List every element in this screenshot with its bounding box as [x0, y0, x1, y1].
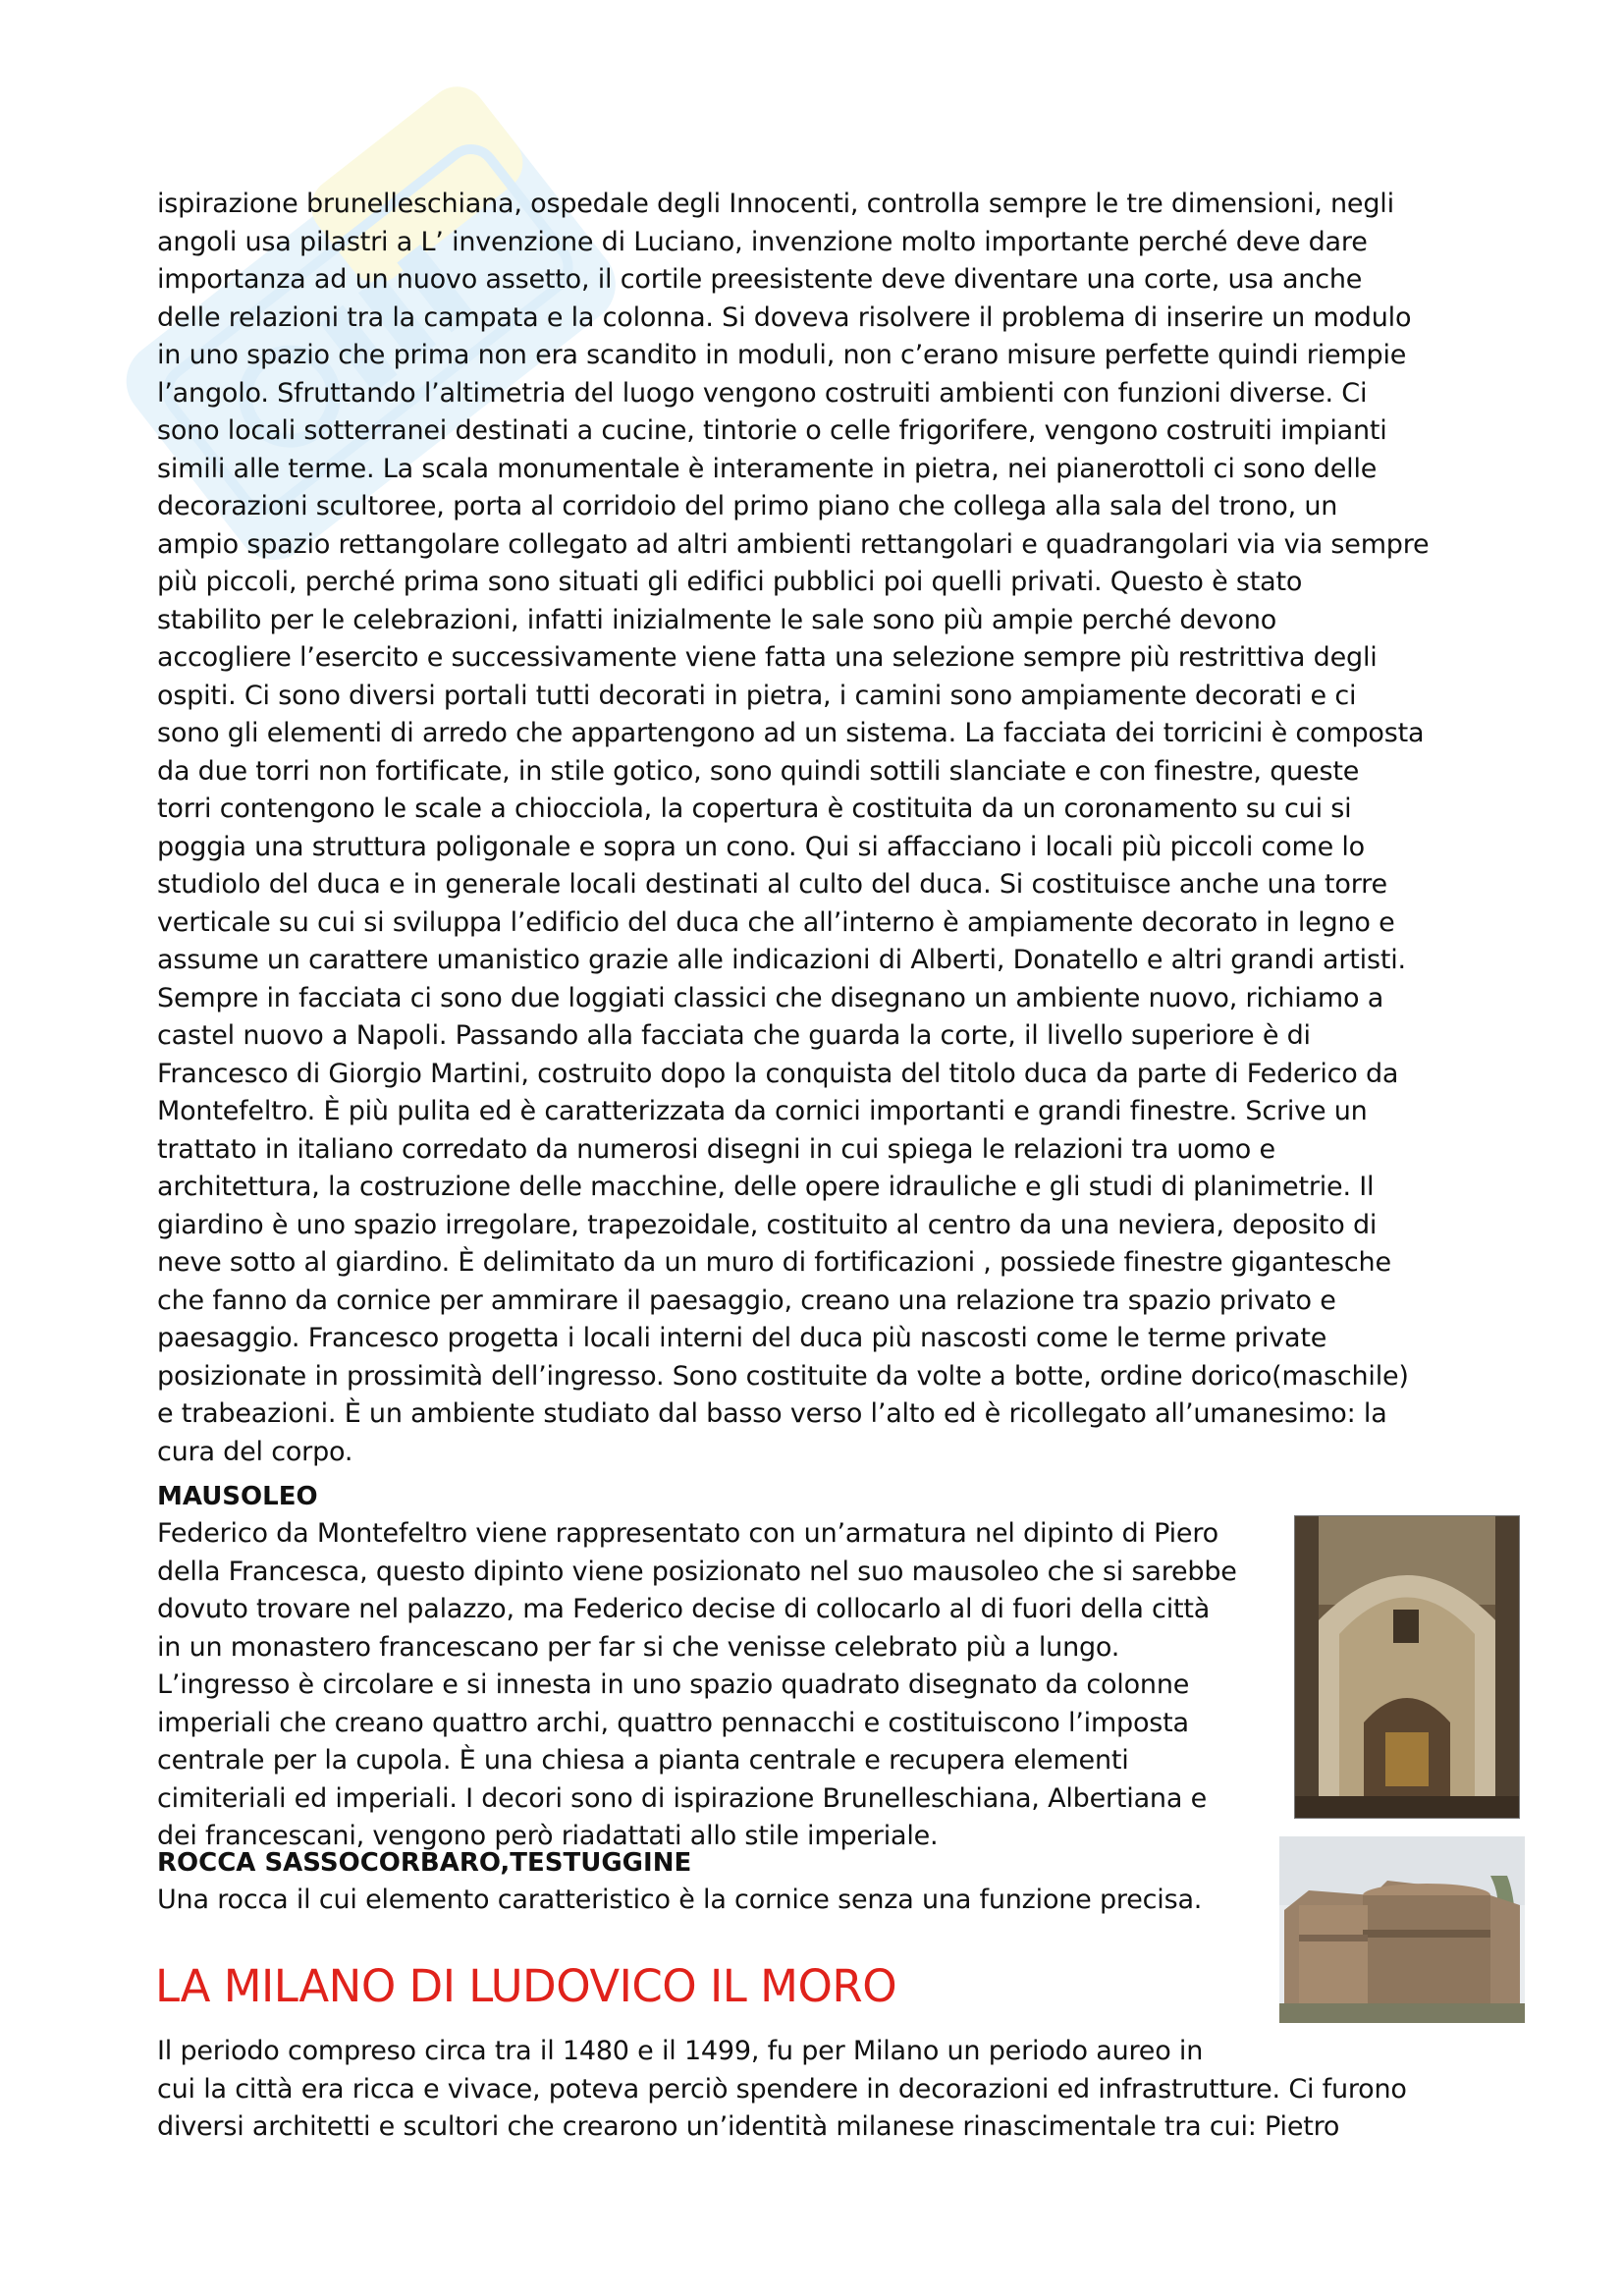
text-line: delle relazioni tra la campata e la colonna. Si doveva risolvere il problema di inserire un modulo — [157, 301, 1412, 333]
text-line: L’ingresso è circolare e si innesta in uno spazio quadrato disegnato da colonne — [157, 1669, 1190, 1700]
text-line: sono locali sotterranei destinati a cucine, tintorie o celle frigorifere, vengono costruiti impianti — [157, 415, 1387, 446]
text-line: più piccoli, perché prima sono situati gli edifici pubblici poi quelli privati. Questo è stato — [157, 567, 1303, 597]
text-line: stabilito per le celebrazioni, infatti inizialmente le sale sono più ampie perché devono — [157, 604, 1277, 635]
rocca-sassocorbaro-photo — [1279, 1836, 1525, 2023]
text-line: simili alle terme. La scala monumentale è interamente in pietra, nei pianerottoli ci sono delle — [157, 453, 1378, 484]
text-line: e trabeazioni. È un ambiente studiato dal basso verso l’alto ed è ricollegato all’umanesimo: la — [157, 1398, 1387, 1429]
text-line: decorazioni scultoree, porta al corridoio del primo piano che collega alla sala del trono, un — [157, 491, 1338, 521]
text-line: giardino è uno spazio irregolare, trapezoidale, costituito al centro da una neviera, deposito di — [157, 1209, 1378, 1240]
text-line: cui la città era ricca e vivace, poteva perciò spendere in decorazioni ed infrastrutture. Ci furono — [157, 2073, 1407, 2105]
text-line: l’angolo. Sfruttando l’altimetria del luogo vengono costruiti ambienti con funzioni diverse. Ci — [157, 377, 1368, 409]
text-line: ampio spazio rettangolare collegato ad altri ambienti rettangolari e quadrangolari via via sempre — [157, 528, 1430, 560]
text-line: che fanno da cornice per ammirare il paesaggio, creano una relazione tra spazio privato e — [157, 1285, 1336, 1316]
text-line: paesaggio. Francesco progetta i locali interni del duca più nascosti come le terme private — [157, 1323, 1327, 1353]
rocca-heading: ROCCA SASSOCORBARO,TESTUGGINE — [157, 1848, 692, 1878]
text-line: accogliere l’esercito e successivamente viene fatta una selezione sempre più restrittiva degli — [157, 642, 1378, 673]
text-line: imperiali che creano quattro archi, quattro pennacchi e costituiscono l’imposta — [157, 1707, 1189, 1738]
section-heading: LA MILANO DI LUDOVICO IL MORO — [155, 1960, 897, 2012]
text-line: Francesco di Giorgio Martini, costruito dopo la conquista del titolo duca da parte di Federico da — [157, 1058, 1399, 1089]
text-line: dei francescani, vengono però riadattati allo stile imperiale. — [157, 1821, 939, 1851]
text-line: angoli usa pilastri a L’ invenzione di Luciano, invenzione molto importante perché deve dare — [157, 226, 1368, 257]
text-line: dovuto trovare nel palazzo, ma Federico decise di collocarlo al di fuori della città — [157, 1594, 1211, 1624]
milano-paragraph — [157, 2033, 1473, 2147]
text-line: studiolo del duca e in generale locali destinati al culto del duca. Si costituisce anche una torre — [157, 869, 1387, 900]
text-line: sono gli elementi di arredo che appartengono ad un sistema. La facciata dei torricini è composta — [157, 718, 1425, 748]
text-line: importanza ad un nuovo assetto, il cortile preesistente deve diventare una corte, usa anche — [157, 264, 1363, 295]
text-line: ospiti. Ci sono diversi portali tutti decorati in pietra, i camini sono ampiamente decorati e ci — [157, 680, 1357, 711]
mausoleo-paragraph — [157, 1515, 1286, 1856]
text-line: Il periodo compreso circa tra il 1480 e il 1499, fu per Milano un periodo aureo in — [157, 2036, 1204, 2066]
text-line: posizionate in prossimità dell’ingresso. Sono costituite da volte a botte, ordine dorico(maschile) — [157, 1360, 1409, 1392]
text-line: ispirazione brunelleschiana, ospedale degli Innocenti, controlla sempre le tre dimensioni, negli — [157, 189, 1394, 219]
rocca-paragraph: Una rocca il cui elemento caratteristico è la cornice senza una funzione precisa. — [157, 1885, 1203, 1915]
text-line: da due torri non fortificate, in stile gotico, sono quindi sottili slanciate e con finestre, queste — [157, 755, 1360, 787]
text-line: trattato in italiano corredato da numerosi disegni in cui spiega le relazioni tra uomo e — [157, 1133, 1275, 1165]
text-line: centrale per la cupola. È una chiesa a pianta centrale e recupera elementi — [157, 1745, 1129, 1776]
text-line: cura del corpo. — [157, 1436, 353, 1467]
text-line: in un monastero francescano per far si che venisse celebrato più a lungo. — [157, 1631, 1120, 1663]
text-line: torri contengono le scale a chiocciola, la copertura è costituita da un coronamento su cui si — [157, 793, 1352, 824]
text-line: Federico da Montefeltro viene rappresentato con un’armatura nel dipinto di Piero — [157, 1518, 1218, 1549]
text-line: castel nuovo a Napoli. Passando alla facciata che guarda la corte, il livello superiore è di — [157, 1020, 1311, 1051]
text-line: Sempre in facciata ci sono due loggiati classici che disegnano un ambiente nuovo, richiamo a — [157, 982, 1384, 1013]
text-line: poggia una struttura poligonale e sopra un cono. Qui si affacciano i locali più piccoli come lo — [157, 831, 1365, 862]
text-line: neve sotto al giardino. È delimitato da un muro di fortificazioni , possiede finestre gigantesche — [157, 1247, 1391, 1278]
text-line: in uno spazio che prima non era scandito in moduli, non c’erano misure perfette quindi riempie — [157, 340, 1407, 370]
mausoleo-heading: MAUSOLEO — [157, 1482, 318, 1511]
text-line: della Francesca, questo dipinto viene posizionato nel suo mausoleo che si sarebbe — [157, 1556, 1237, 1587]
text-line: architettura, la costruzione delle macchine, delle opere idrauliche e gli studi di planimetrie. Il — [157, 1172, 1375, 1202]
text-line: diversi architetti e scultori che crearono un’identità milanese rinascimentale tra cui: Pietro — [157, 2111, 1340, 2142]
mausoleo-interior-photo — [1294, 1515, 1520, 1819]
text-line: assume un carattere umanistico grazie alle indicazioni di Alberti, Donatello e altri grandi artisti. — [157, 945, 1406, 975]
text-line: verticale su cui si sviluppa l’edificio del duca che all’interno è ampiamente decorato in legno e — [157, 906, 1395, 938]
text-line: Montefeltro. È più pulita ed è caratterizzata da cornici importanti e grandi finestre. Scrive un — [157, 1096, 1368, 1126]
text-line: cimiteriali ed imperiali. I decori sono di ispirazione Brunelleschiana, Albertiana e — [157, 1782, 1207, 1814]
main-paragraph — [157, 186, 1473, 1471]
